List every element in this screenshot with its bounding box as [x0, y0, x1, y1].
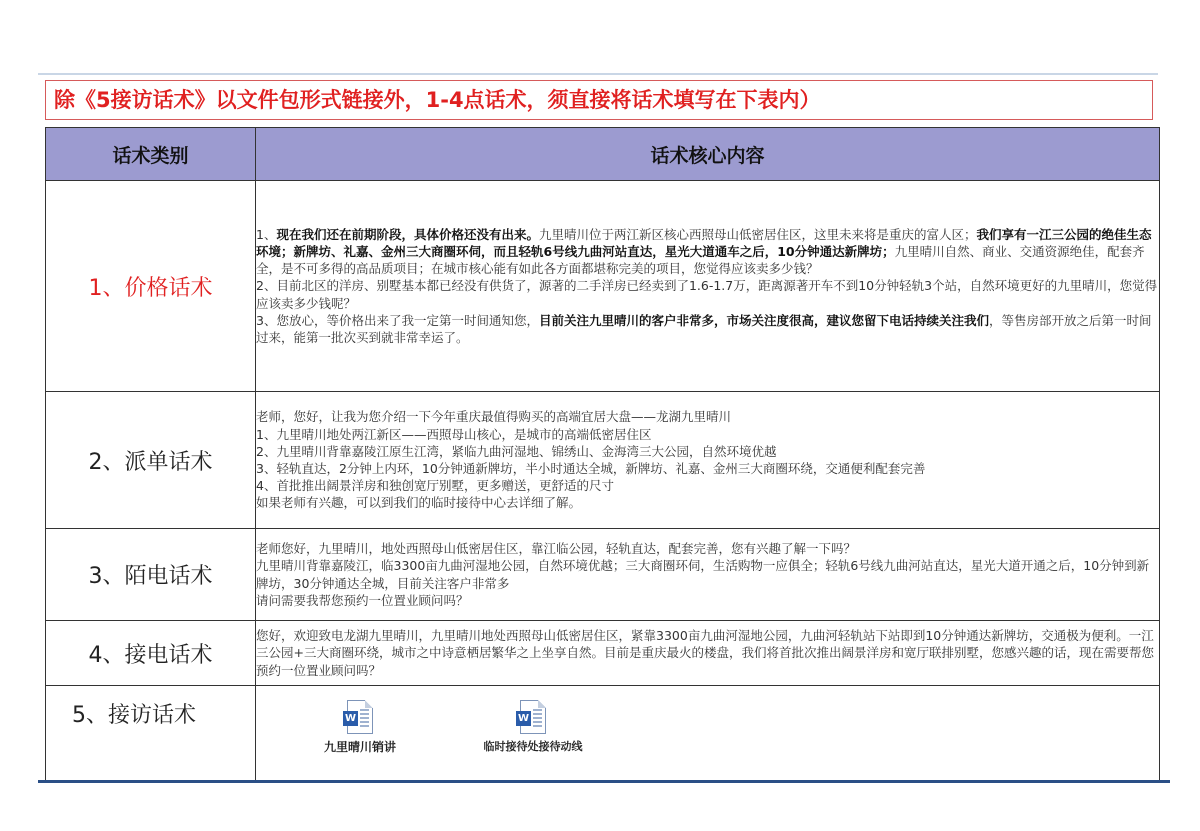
content-price — [256, 181, 1160, 392]
content-line: 九里晴川背靠嘉陵江，临3300亩九曲河湿地公园，自然环境优越；三大商圈环伺，生活购物一应俱全；轻轨6号线九曲河站直达，星光大道开通之后，10分钟到新牌坊，30分钟通达全城，目前关注客户非常多 — [256, 558, 1150, 591]
category-incoming-call: 4、接电话术 — [46, 621, 256, 686]
content-incoming-call — [256, 621, 1160, 686]
attached-files — [256, 692, 1159, 776]
content-cold-call — [256, 529, 1160, 621]
notice-banner: 除《5接访话术》以文件包形式链接外，1-4点话术，须直接将话术填写在下表内） — [45, 80, 1153, 120]
content-line: 老师，您好，让我为您介绍一下今年重庆最值得购买的高端宜居大盘——龙湖九里晴川 — [256, 409, 732, 425]
content-line: 3、轻轨直达，2分钟上内环，10分钟通新牌坊，半小时通达全城，新牌坊、礼嘉、金州三大商圈环绕，交通便利配套完善 — [256, 461, 926, 476]
table-row-cold-call — [46, 529, 1160, 621]
text-segment: 我们享有一江三公园的绝佳生态环境；新牌坊、礼嘉、金州三大商圈环伺，而且轻轨6号线九曲河站直达，星光大道通车之后，10分钟通达新牌坊； — [256, 226, 1152, 259]
text-segment: ，等售房部开放之后第一时间过来，能第一批次买到就非常幸运了。 — [256, 312, 1152, 345]
word-document-icon: W — [347, 700, 373, 734]
text-segment: 目前关注九里晴川的客户非常多，市场关注度很高，建议您留下电话持续关注我们 — [538, 312, 989, 328]
content-line: 您好，欢迎致电龙湖九里晴川，九里晴川地处西照母山低密居住区，紧靠3300亩九曲河湿地公园，九曲河轻轨站下站即到10分钟通达新牌坊，交通极为便利。一江三公园+三大商圈环绕，城市之中诗意栖居繁华之上坐享自然。目前是重庆最火的楼盘，我们将首批次推出阔景洋房和宽厅联排别墅，您感兴趣的话，现在需要帮您预约一位置业顾问吗？ — [256, 628, 1154, 678]
word-document-icon: W — [520, 700, 546, 734]
category-cold-call: 3、陌电话术 — [46, 529, 256, 621]
content-line: 请问需要我帮您预约一位置业顾问吗？ — [256, 592, 469, 608]
top-divider — [38, 73, 1158, 75]
content-line: 2、九里晴川背靠嘉陵江原生江湾，紧临九曲河湿地、锦绣山、金海湾三大公园，自然环境优越 — [256, 443, 777, 459]
text-segment: 九里晴川位于两江新区核心西照母山低密居住区，这里未来将是重庆的富人区； — [538, 226, 977, 242]
text-segment: 现在我们还在前期阶段，具体价格还没有出来。 — [276, 226, 539, 242]
file-name: 临时接待处接待动线 — [483, 740, 583, 753]
price-paragraphs — [256, 226, 1159, 346]
category-price: 1、价格话术 — [46, 181, 256, 392]
sales-script-table — [45, 127, 1160, 783]
category-visit: 5、接访话术 — [46, 686, 256, 783]
file-sales-pitch[interactable] — [310, 700, 410, 754]
text-segment: 2、目前北区的洋房、别墅基本都已经没有供货了，源著的二手洋房已经卖到了1.6-1.7万，距离源著开车不到10分钟轻轨3个站，自然环境更好的九里晴川，您觉得应该卖多少钱呢？ — [256, 278, 1158, 311]
content-flyer — [256, 392, 1160, 529]
price-paragraph — [256, 277, 1159, 311]
table-row-visit — [46, 686, 1160, 783]
text-segment: 九里晴川自然、商业、交通资源绝佳，配套齐全，是不可多得的高品质项目；在城市核心能有如此各方面都堪称完美的项目，您觉得应该卖多少钱？ — [256, 243, 1145, 277]
content-line: 如果老师有兴趣，可以到我们的临时接待中心去详细了解。 — [256, 495, 582, 511]
header-category: 话术类别 — [46, 128, 256, 181]
bottom-divider — [38, 780, 1170, 783]
content-visit — [256, 686, 1160, 783]
text-segment: 3、您放心，等价格出来了我一定第一时间通知您， — [256, 312, 539, 328]
table-header-row — [46, 128, 1160, 181]
price-paragraph — [256, 226, 1159, 278]
content-line: 4、首批推出阔景洋房和独创宽厅别墅，更多赠送，更舒适的尺寸 — [256, 478, 614, 494]
price-paragraph — [256, 312, 1159, 346]
table-row-flyer — [46, 392, 1160, 529]
file-name: 九里晴川销讲 — [323, 740, 396, 754]
category-flyer: 2、派单话术 — [46, 392, 256, 529]
text-segment: 1、 — [256, 226, 277, 242]
table-row-incoming-call — [46, 621, 1160, 686]
table-row-price — [46, 181, 1160, 392]
content-line: 老师您好，九里晴川，地处西照母山低密居住区，靠江临公园，轻轨直达，配套完善，您有兴趣了解一下吗？ — [256, 541, 857, 557]
header-content: 话术核心内容 — [256, 128, 1160, 181]
content-line: 1、九里晴川地处两江新区——西照母山核心，是城市的高端低密居住区 — [256, 426, 652, 442]
file-reception-route[interactable] — [474, 700, 592, 754]
